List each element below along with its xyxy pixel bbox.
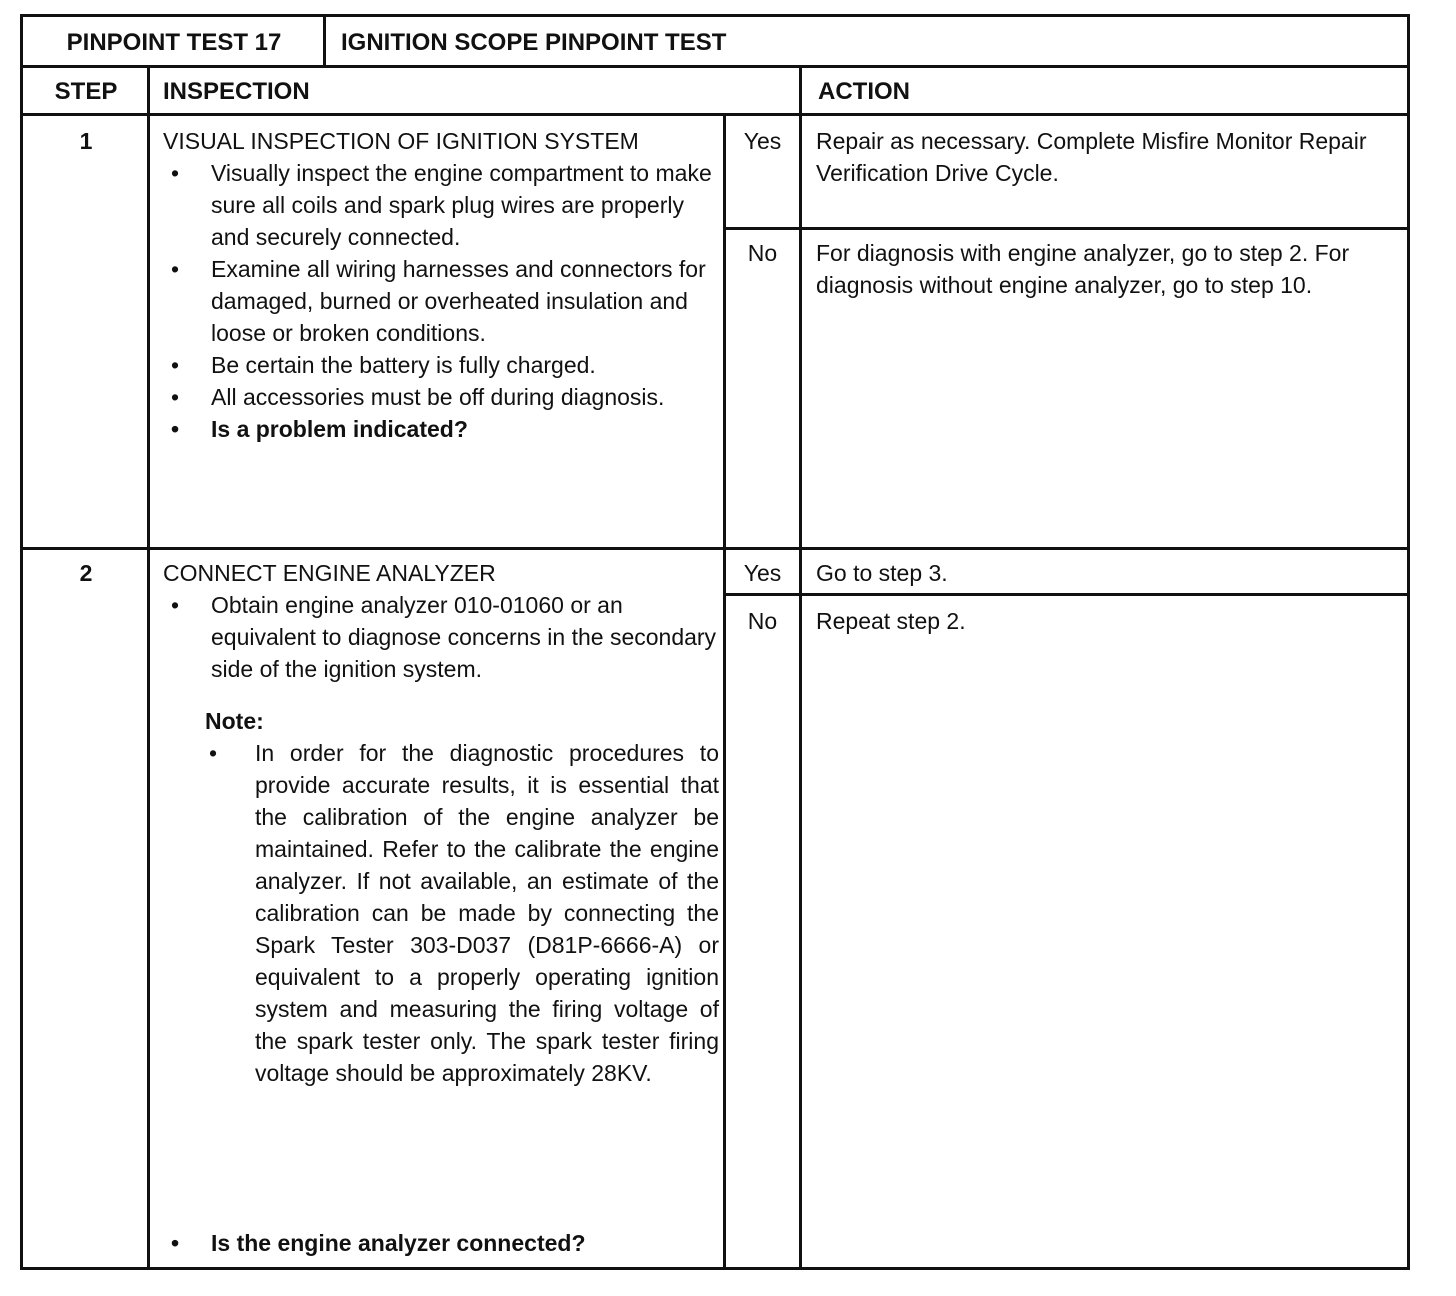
step-title: VISUAL INSPECTION OF IGNITION SYSTEM <box>163 128 639 154</box>
yes-label: Yes <box>743 128 782 154</box>
test-title: IGNITION SCOPE PINPOINT TEST <box>341 29 727 56</box>
header-rule <box>23 113 1407 116</box>
pinpoint-test-table <box>20 14 1410 1270</box>
test-number: PINPOINT TEST 17 <box>66 29 282 56</box>
list-item: • All accessories must be off during diagnosis. <box>163 381 719 413</box>
list-item: • Be certain the battery is fully charged. <box>163 349 719 381</box>
list-item: • Obtain engine analyzer 010-01060 or an equivalent to diagnose concerns in the secondary side of the ignition system. <box>163 589 719 685</box>
yes-action: Go to step 3. <box>816 560 948 586</box>
yes-label: Yes <box>743 560 782 586</box>
note-label: Note: <box>205 708 264 734</box>
no-action: For diagnosis with engine analyzer, go to step 2. For diagnosis without engine analyzer, go to step 10. <box>816 240 1350 298</box>
col-step: STEP <box>54 78 118 105</box>
col-action: ACTION <box>818 78 910 105</box>
step-2-inspection <box>163 557 719 1256</box>
step-title: CONNECT ENGINE ANALYZER <box>163 560 496 586</box>
step-2-yes-rule <box>723 593 1407 596</box>
list-item: • Examine all wiring harnesses and connectors for damaged, burned or overheated insulation and loose or broken conditions. <box>163 253 719 349</box>
no-label: No <box>747 240 778 266</box>
step-number: 1 <box>79 128 93 154</box>
inspection-divider <box>723 116 726 1267</box>
yes-action: Repair as necessary. Complete Misfire Monitor Repair Verification Drive Cycle. <box>816 128 1367 186</box>
step-question: • Is the engine analyzer connected? <box>163 1227 719 1259</box>
step-1-inspection <box>163 125 719 445</box>
list-item: • Visually inspect the engine compartment to make sure all coils and spark plug wires are properly and securely connected. <box>163 157 719 253</box>
action-divider <box>799 65 802 1267</box>
step-number: 2 <box>79 560 93 586</box>
no-label: No <box>747 608 778 634</box>
col-inspection: INSPECTION <box>163 78 310 105</box>
no-action: Repeat step 2. <box>816 608 966 634</box>
step-question: • Is a problem indicated? <box>163 413 719 445</box>
step-1-yes-rule <box>723 227 1407 230</box>
step-divider <box>147 65 150 1267</box>
step-1-rule <box>23 547 1407 550</box>
title-divider <box>323 17 326 65</box>
note-text: • In order for the diagnostic procedures to provide accurate results, it is essential that the calibration of the engine analyzer be maintained. Refer to the calibrate the engine analyzer. If not available, an estimate of the calibration can be made by connecting the Spark Tester 303-D037 (D81P-6666-A) or equivalent to a properly operating ignition system and measuring the firing voltage of the spark tester only. The spark tester firing voltage should be approximately 28KV. <box>205 737 719 1089</box>
